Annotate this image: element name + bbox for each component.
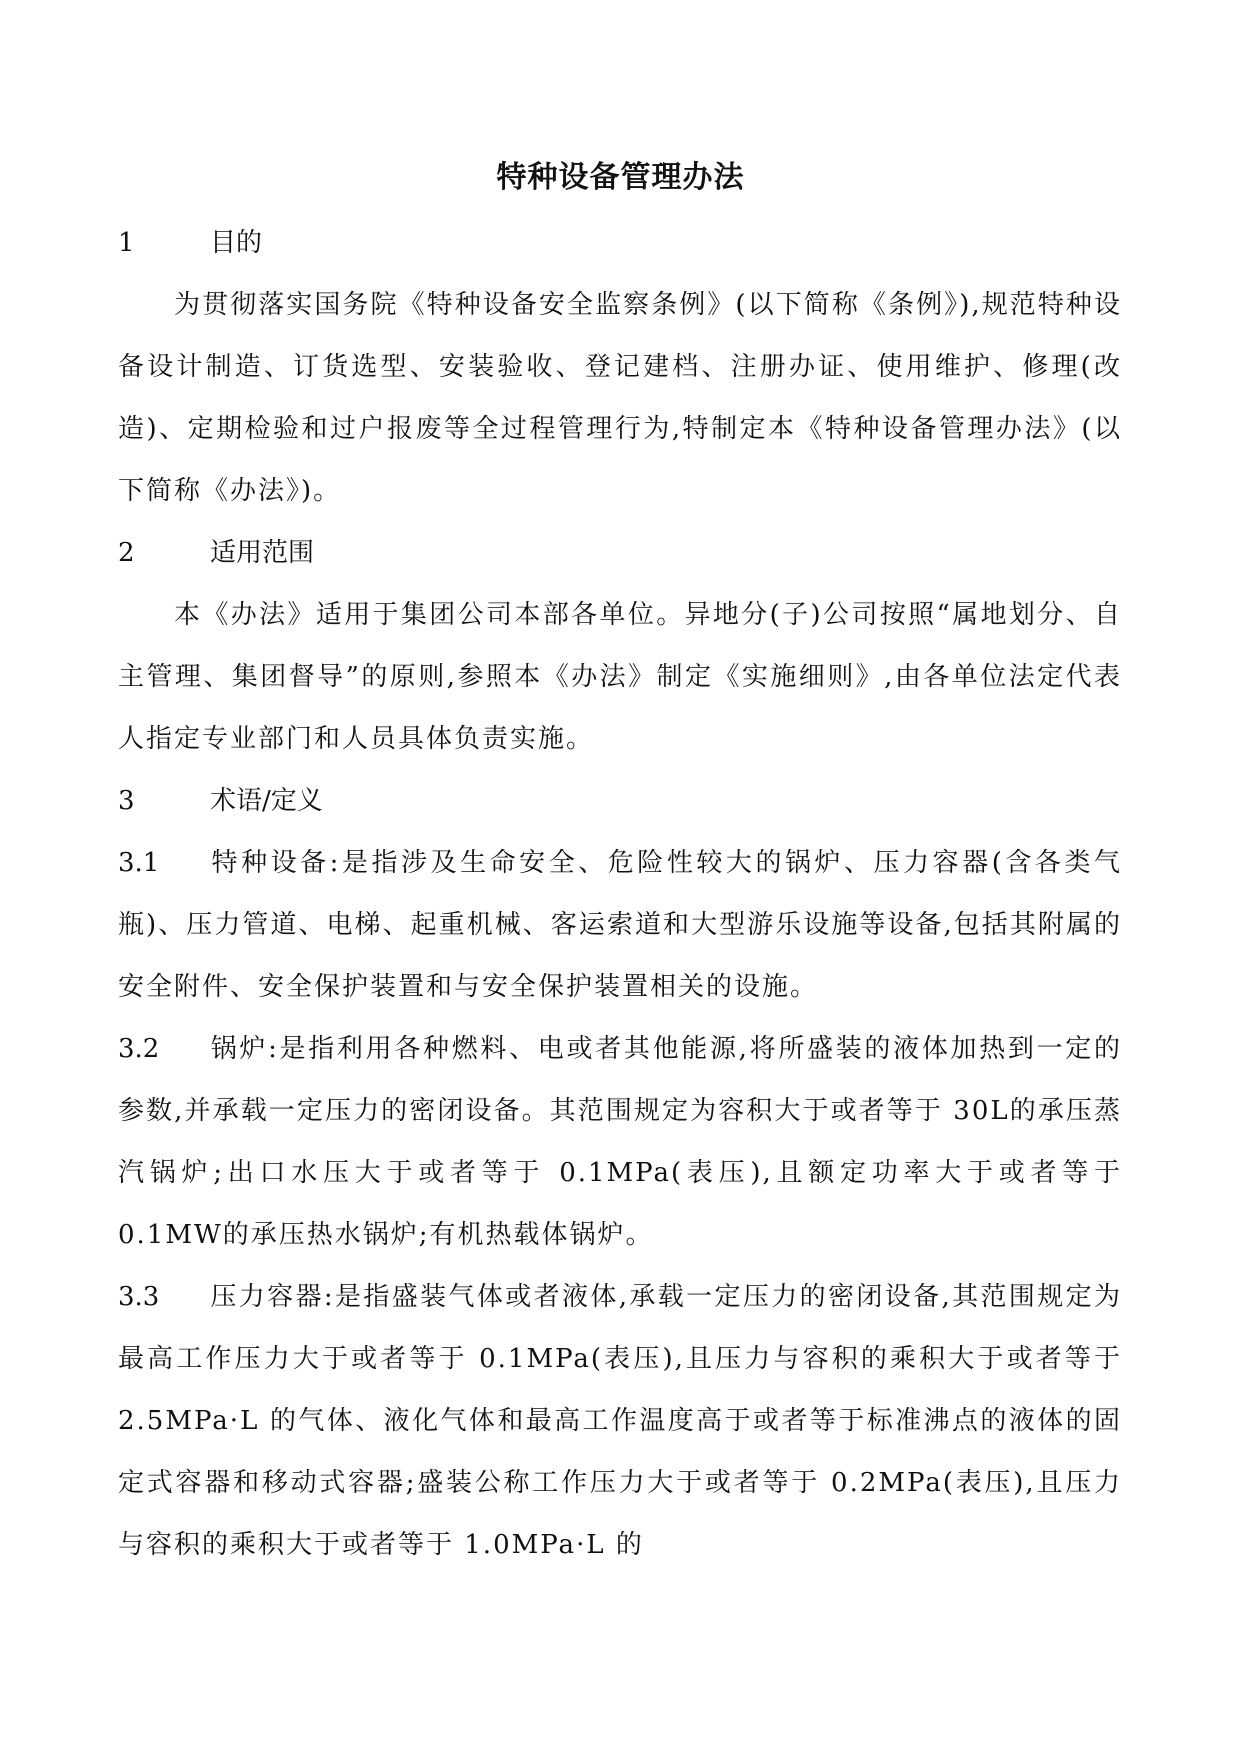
section-number: 3 <box>118 786 135 816</box>
definition-text: 压力容器:是指盛装气体或者液体,承载一定压力的密闭设备,其范围规定为最高工作压力大于或者等于 0.1MPa(表压),且压力与容积的乘积大于或者等于 2.5MPa·L 的气体、液化气体和最高工作温度高于或者等于标准沸点的液体的固定式容器和移动式容器;盛装公称工作压力大于或者等于 0.2MPa(表压),且压力与容积的乘积大于或者等于 1.0MPa·L 的 <box>118 1282 1122 1560</box>
definition-3-3 <box>118 1266 1122 1576</box>
paragraph-purpose: 为贯彻落实国务院《特种设备安全监察条例》(以下简称《条例》),规范特种设备设计制造、订货选型、安装验收、登记建档、注册办证、使用维护、修理(改造)、定期检验和过户报废等全过程管理行为,特制定本《特种设备管理办法》(以下简称《办法》)。 <box>118 290 1122 506</box>
section-heading-1 <box>118 212 1122 274</box>
paragraph-scope: 本《办法》适用于集团公司本部各单位。异地分(子)公司按照“属地划分、自主管理、集团督导”的原则,参照本《办法》制定《实施细则》,由各单位法定代表人指定专业部门和人员具体负责实施。 <box>118 600 1122 754</box>
section-heading-2 <box>118 522 1122 584</box>
definition-number: 3.3 <box>118 1282 160 1312</box>
section-title: 目的 <box>210 228 263 258</box>
definition-number: 3.2 <box>118 1034 160 1064</box>
section-title: 术语/定义 <box>210 786 323 816</box>
section-heading-3 <box>118 770 1122 832</box>
definition-text: 锅炉:是指利用各种燃料、电或者其他能源,将所盛装的液体加热到一定的参数,并承载一定压力的密闭设备。其范围规定为容积大于或者等于 30L的承压蒸汽锅炉;出口水压大于或者等于 0.1MPa(表压),且额定功率大于或者等于 0.1MW的承压热水锅炉;有机热载体锅炉。 <box>118 1034 1122 1250</box>
definition-number: 3.1 <box>118 848 160 878</box>
document-body <box>118 212 1122 1576</box>
definition-3-1 <box>118 832 1122 1018</box>
definition-text: 特种设备:是指涉及生命安全、危险性较大的锅炉、压力容器(含各类气瓶)、压力管道、电梯、起重机械、客运索道和大型游乐设施等设备,包括其附属的安全附件、安全保护装置和与安全保护装置相关的设施。 <box>118 848 1122 1002</box>
section-title: 适用范围 <box>210 538 315 568</box>
section-number: 2 <box>118 538 135 568</box>
definition-3-2 <box>118 1018 1122 1266</box>
section-number: 1 <box>118 228 135 258</box>
document-title: 特种设备管理办法 <box>496 160 745 195</box>
